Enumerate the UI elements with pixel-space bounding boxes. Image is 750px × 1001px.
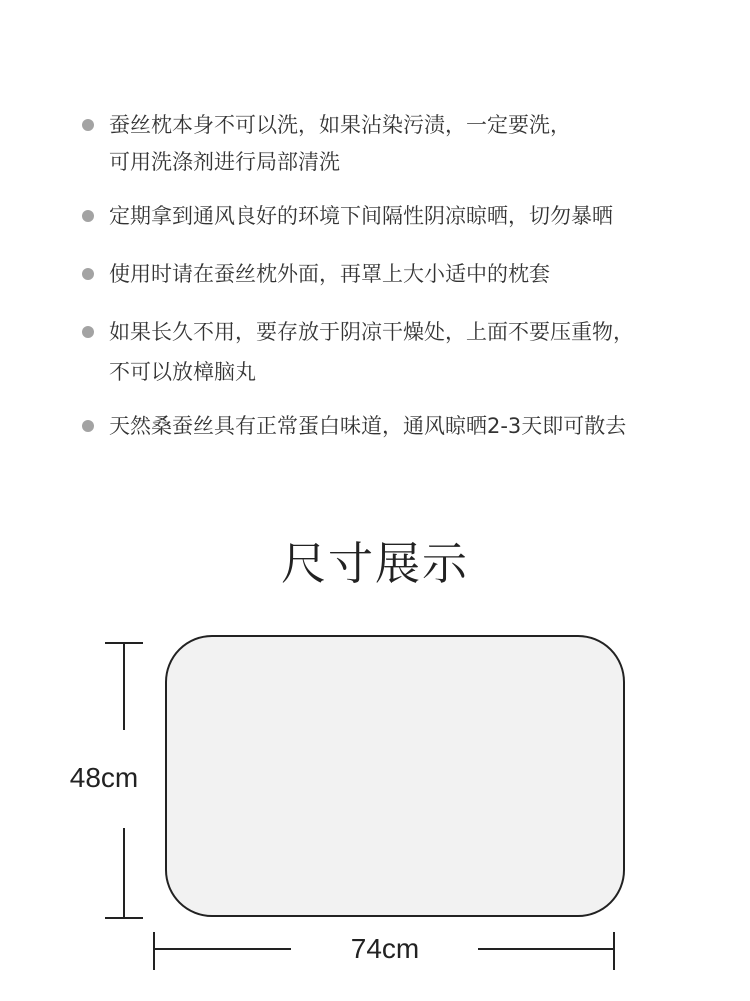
care-note-line: 可用洗涤剂进行局部清洗 xyxy=(109,150,340,174)
bullet-dot xyxy=(82,268,94,280)
bullet-dot xyxy=(82,210,94,222)
care-note-line: 不可以放樟脑丸 xyxy=(109,360,256,384)
bullet-dot xyxy=(82,119,94,131)
care-note-line: 定期拿到通风良好的环境下间隔性阴凉晾晒，切勿暴晒 xyxy=(109,204,613,228)
care-note-line: 蚕丝枕本身不可以洗，如果沾染污渍，一定要洗， xyxy=(109,113,571,137)
pillow-size-diagram xyxy=(0,600,750,1000)
care-note-line: 使用时请在蚕丝枕外面，再罩上大小适中的枕套 xyxy=(109,262,550,286)
bullet-dot xyxy=(82,420,94,432)
width-label: 74cm xyxy=(350,933,420,964)
size-section-title: 尺寸展示 xyxy=(280,537,469,590)
pillow-outline xyxy=(166,636,624,916)
height-label: 48cm xyxy=(69,762,139,793)
care-note-line: 天然桑蚕丝具有正常蛋白味道，通风晾晒2-3天即可散去 xyxy=(109,414,627,438)
care-note-line: 如果长久不用，要存放于阴凉干燥处，上面不要压重物， xyxy=(109,320,634,344)
bullet-dot xyxy=(82,326,94,338)
